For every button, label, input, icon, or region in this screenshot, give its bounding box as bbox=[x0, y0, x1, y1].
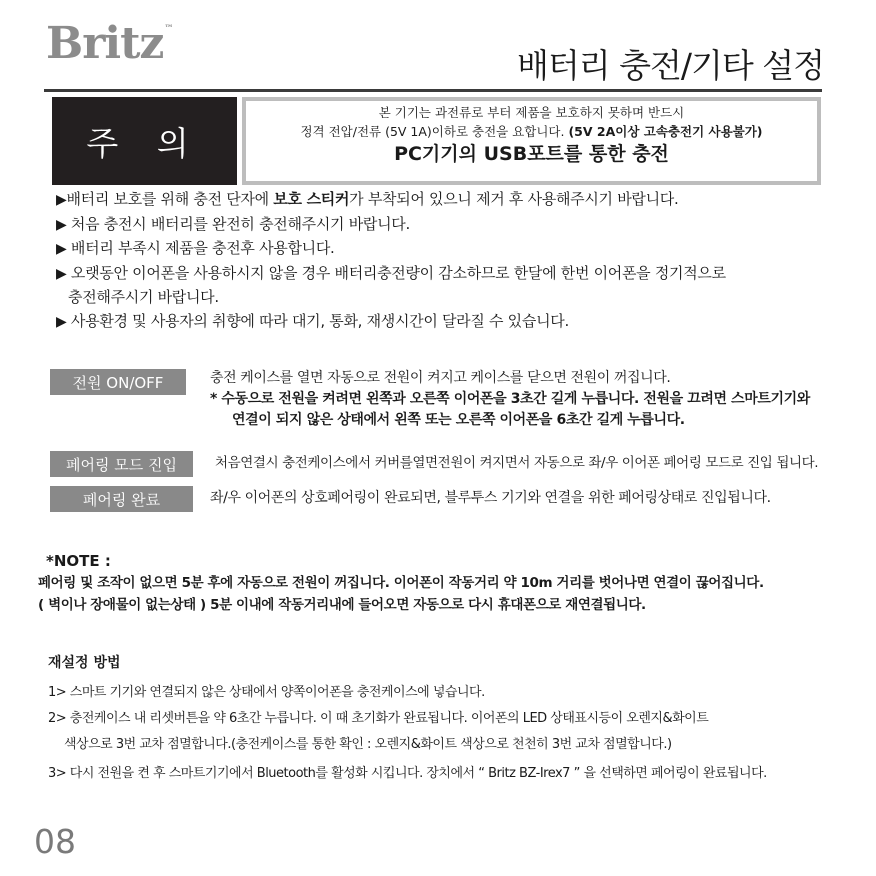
title-divider bbox=[44, 89, 822, 92]
note-heading: *NOTE : bbox=[46, 552, 111, 570]
power-onoff-label: 전원 ON/OFF bbox=[50, 369, 186, 395]
bullet-item-continuation: 충전해주시기 바랍니다. bbox=[68, 288, 219, 306]
reset-steps bbox=[48, 678, 848, 788]
reset-step: 3> 다시 전원을 켠 후 스마트기기에서 Bluetooth를 활성화 시킵니다. 장치에서 “ Britz BZ-Irex7 ” 을 선택하면 페어링이 완료됩니다. bbox=[48, 766, 767, 781]
caution-line-2: 정격 전압/전류 (5V 1A)이하로 충전을 요합니다. (5V 2A이상 고속충전기 사용불가) bbox=[300, 124, 763, 139]
bullet-item: ▶ 사용환경 및 사용자의 취향에 따라 대기, 통화, 재생시간이 달라질 수 있습니다. bbox=[56, 311, 569, 330]
page-title: 배터리 충전/기타 설정 bbox=[517, 46, 824, 85]
note-body: 페어링 및 조작이 없으면 5분 후에 자동으로 전원이 꺼집니다. 이어폰이 작동거리 약 10m 거리를 벗어나면 연결이 끊어집니다. ( 벽이나 장애물이 없는상태 ) 5분 이내에 작동거리내에 들어오면 자동으로 다시 휴대폰으로 재연결됩니다. bbox=[38, 575, 764, 613]
pairing-complete-description: 좌/우 이어폰의 상호페어링이 완료되면, 블루투스 기기와 연결을 위한 페어링상태로 진입됩니다. bbox=[210, 490, 771, 506]
bullet-item: ▶ 오랫동안 이어폰을 사용하시지 않을 경우 배터리충전량이 감소하므로 한달에 한번 이어폰을 정기적으로 bbox=[56, 263, 726, 282]
reset-step-continuation: 색상으로 3번 교차 점멸합니다.(충전케이스를 통한 확인 : 오렌지&화이트 색상으로 천천히 3번 교차 점멸합니다.) bbox=[64, 737, 672, 752]
bullet-arrow-icon: ▶ bbox=[56, 216, 67, 233]
brand-logo: Britz™ bbox=[46, 18, 173, 69]
reset-step: 2> 충전케이스 내 리셋버튼을 약 6초간 누릅니다. 이 때 초기화가 완료됩니다. 이어폰의 LED 상태표시등이 오렌지&화이트 bbox=[48, 711, 709, 726]
caution-line-1: 본 기기는 과전류로 부터 제품을 보호하지 못하며 반드시 bbox=[378, 105, 685, 120]
bullet-arrow-icon: ▶ bbox=[56, 241, 67, 257]
bullet-arrow-icon: ▶ bbox=[56, 313, 67, 330]
caution-line-3: PC기기의 USB포트를 통한 충전 bbox=[394, 143, 669, 165]
bullet-arrow-icon: ▶ bbox=[56, 265, 67, 282]
page-number: 08 bbox=[34, 822, 76, 861]
bullet-item: ▶배터리 보호를 위해 충전 단자에 보호 스티커가 부착되어 있으니 제거 후 사용해주시기 바랍니다. bbox=[56, 190, 679, 208]
battery-bullet-list bbox=[56, 188, 846, 334]
bullet-item: ▶ 처음 충전시 배터리를 완전히 충전해주시기 바랍니다. bbox=[56, 214, 410, 233]
pairing-complete-label: 페어링 완료 bbox=[50, 486, 193, 512]
caution-label: 주 의 bbox=[52, 97, 237, 185]
reset-step: 1> 스마트 기기와 연결되지 않은 상태에서 양쪽이어폰을 충전케이스에 넣습니다. bbox=[48, 685, 485, 700]
bullet-item: ▶ 배터리 부족시 제품을 충전후 사용합니다. bbox=[56, 239, 335, 257]
pairing-mode-description: 처음연결시 충전케이스에서 커버를열면전원이 켜지면서 자동으로 좌/우 이어폰 페어링 모드로 진입 됩니다. bbox=[215, 455, 819, 471]
bullet-arrow-icon: ▶ bbox=[56, 192, 67, 208]
caution-warning-bold: (5V 2A이상 고속충전기 사용불가) bbox=[568, 124, 763, 139]
power-onoff-description: 충전 케이스를 열면 자동으로 전원이 켜지고 케이스를 닫으면 전원이 꺼집니다. * 수동으로 전원을 켜려면 왼쪽과 오른쪽 이어폰을 3초간 길게 누릅니다. 전원을 끄려면 스마트기기와 연결이 되지 않은 상태에서 왼쪽 또는 오른쪽 이어폰을 6초간 길게 누릅니다. bbox=[210, 370, 810, 428]
pairing-mode-label: 페어링 모드 진입 bbox=[50, 451, 193, 477]
reset-heading: 재설정 방법 bbox=[48, 655, 121, 671]
caution-notice bbox=[246, 101, 817, 181]
